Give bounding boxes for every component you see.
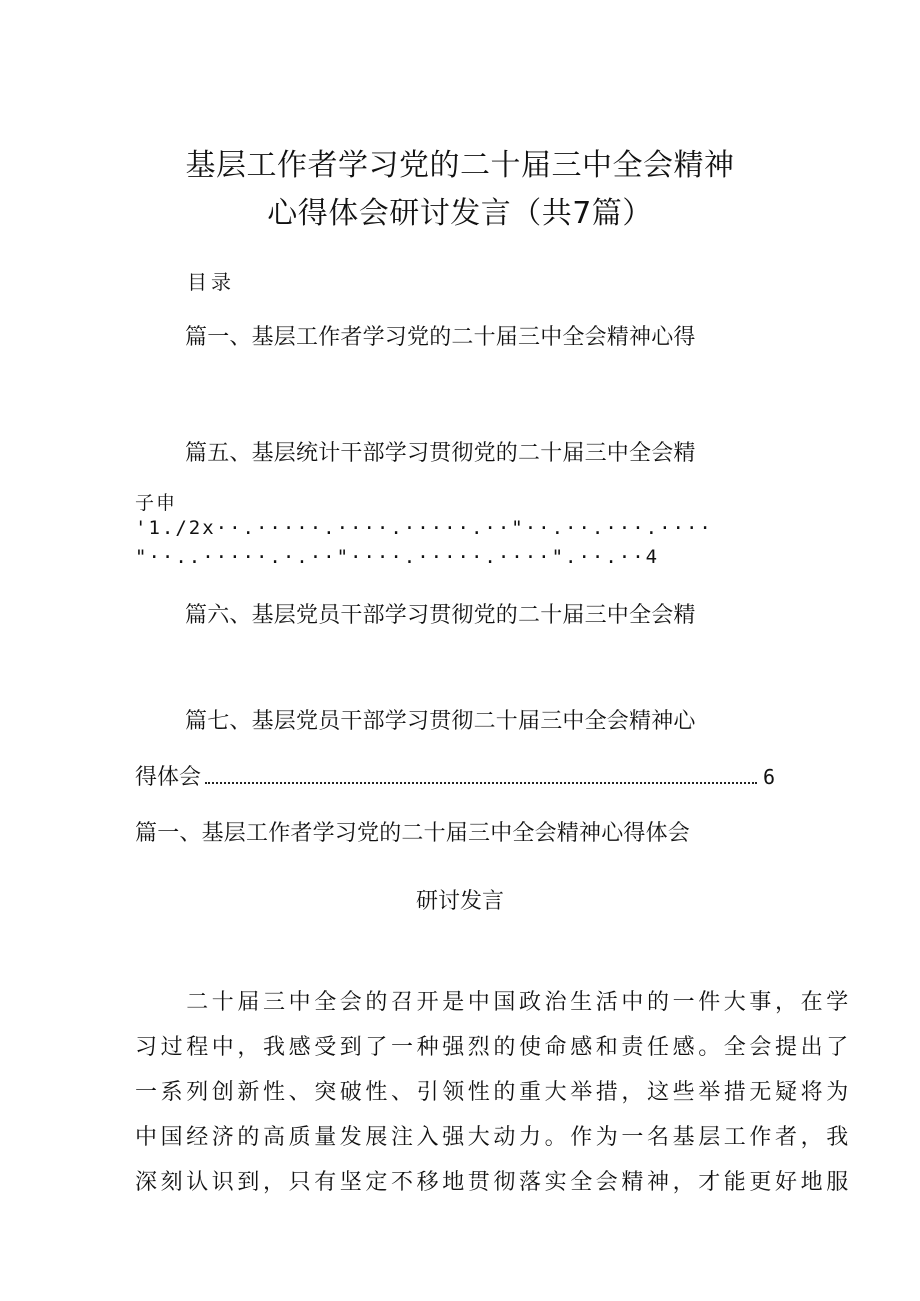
toc-label: 目录 bbox=[187, 270, 235, 294]
document-title-line-2: 心得体会研讨发言（共7篇） bbox=[267, 196, 653, 231]
toc-garbled-line-3: "··..·····.·.··"····.·····.····".··.··4 bbox=[135, 546, 660, 568]
toc-entry-1[interactable]: 篇一、基层工作者学习党的二十届三中全会精神心得 bbox=[185, 325, 696, 350]
toc-garbled-line-1: 子申 bbox=[135, 492, 178, 514]
toc-leader-dots bbox=[205, 781, 757, 784]
toc-entry-7[interactable]: 篇七、基层党员干部学习贯彻二十届三中全会精神心 bbox=[185, 709, 696, 734]
body-line-4: 中国经济的高质量发展注入强大动力。作为一名基层工作者，我 bbox=[135, 1125, 852, 1150]
toc-entry-6[interactable]: 篇六、基层党员干部学习贯彻党的二十届三中全会精 bbox=[185, 603, 696, 628]
section-heading: 篇一、基层工作者学习党的二十届三中全会精神心得体会 bbox=[135, 821, 691, 846]
toc-entry-7-continuation-text: 得体会 bbox=[135, 765, 202, 790]
body-line-2: 习过程中，我感受到了一种强烈的使命感和责任感。全会提出了 bbox=[135, 1035, 852, 1060]
toc-entry-5[interactable]: 篇五、基层统计干部学习贯彻党的二十届三中全会精 bbox=[185, 441, 696, 466]
toc-garbled-line-2: '1./2x··.·····.····.·····.··"··.··.···.···· bbox=[135, 517, 713, 539]
toc-page-number: 6 bbox=[762, 765, 775, 789]
body-line-1: 二十届三中全会的召开是中国政治生活中的一件大事，在学 bbox=[135, 990, 852, 1015]
document-title-line-1: 基层工作者学习党的二十届三中全会精神 bbox=[185, 148, 735, 183]
body-line-5: 深刻认识到，只有坚定不移地贯彻落实全会精神，才能更好地服 bbox=[135, 1170, 852, 1195]
body-line-3: 一系列创新性、突破性、引领性的重大举措，这些举措无疑将为 bbox=[135, 1080, 852, 1105]
section-subheading: 研讨发言 bbox=[415, 889, 504, 914]
toc-entry-7-continuation[interactable] bbox=[135, 760, 775, 791]
